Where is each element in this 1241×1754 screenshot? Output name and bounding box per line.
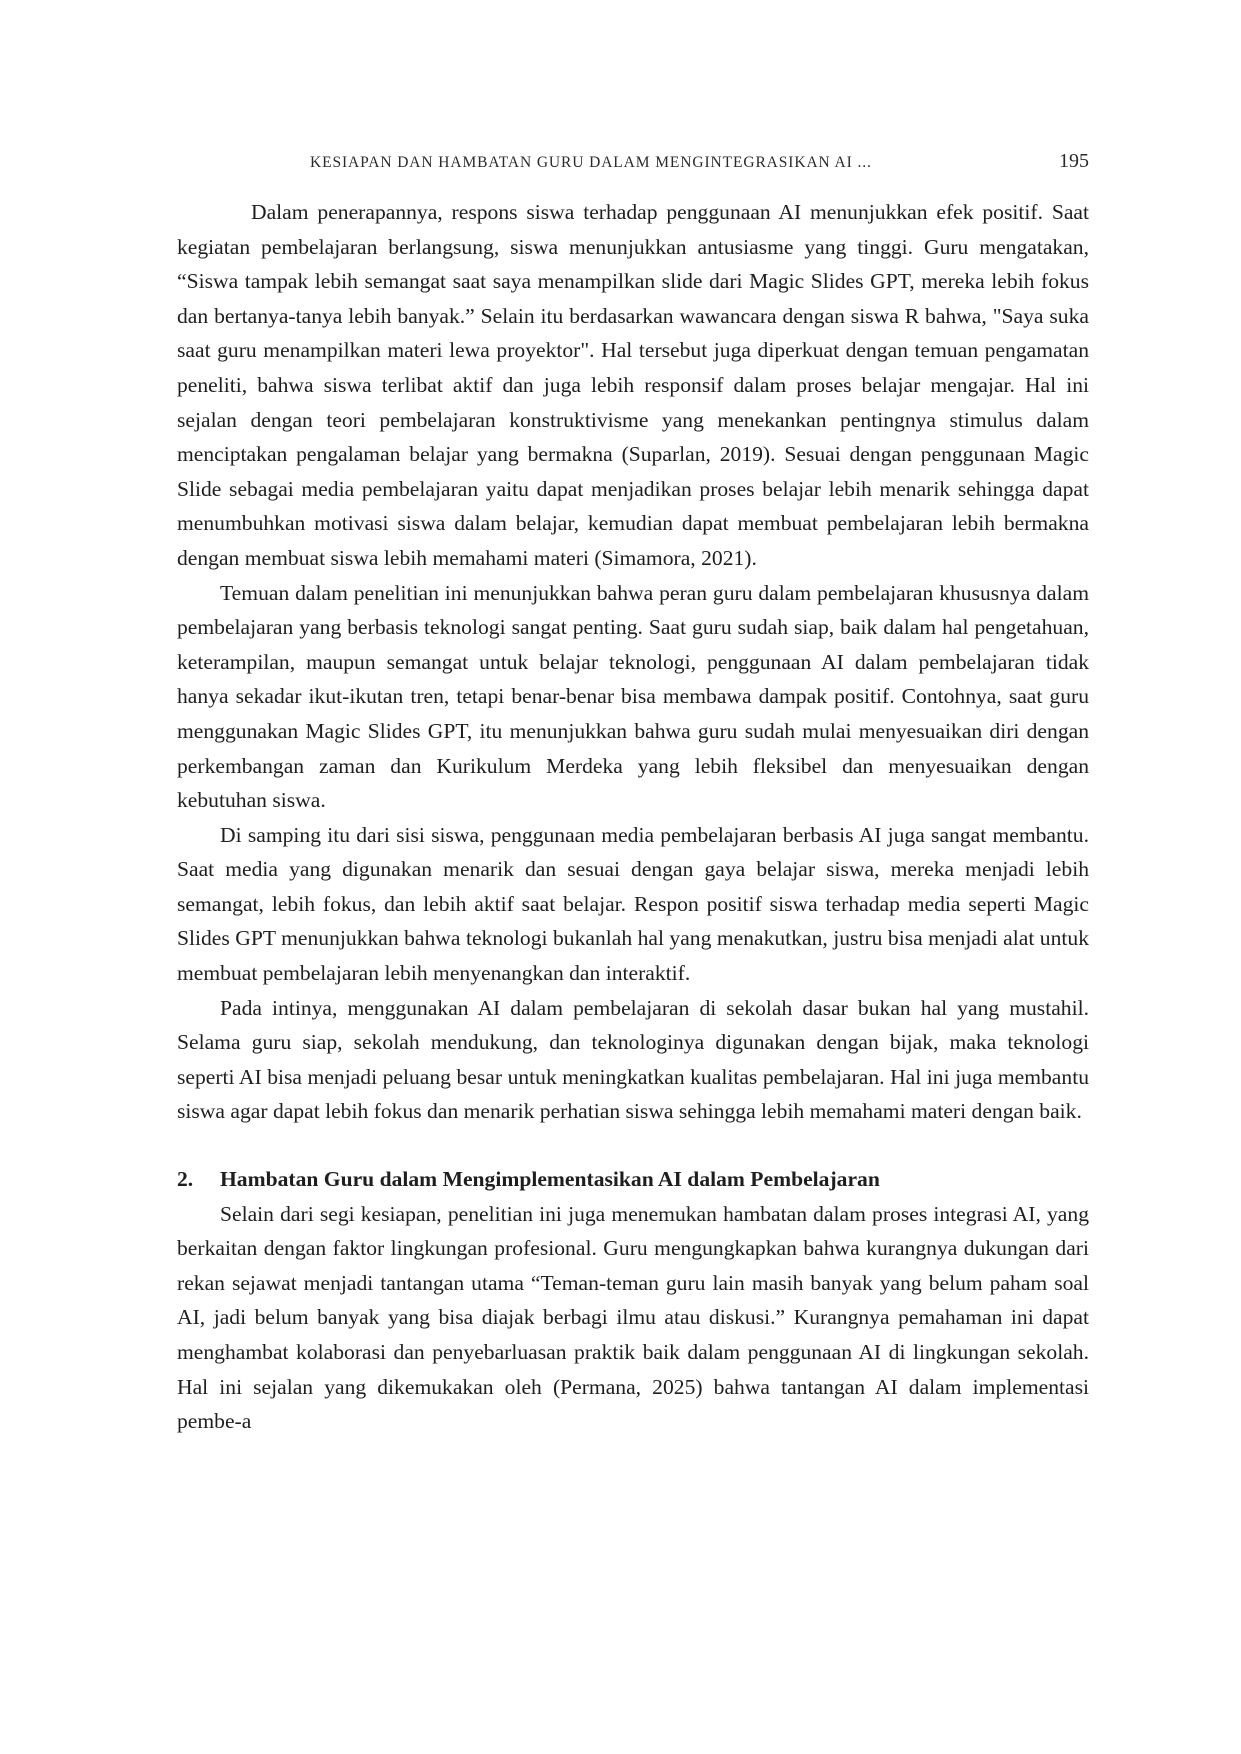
running-header — [177, 150, 1089, 180]
paragraph: Selain dari segi kesiapan, penelitian ini juga menemukan hambatan dalam proses integrasi AI, yang berkaitan dengan faktor lingkungan profesional. Guru mengungkapkan bahwa kurangnya dukungan dari rekan sejawat menjadi tantangan utama “Teman-teman guru lain masih banyak yang belum paham soal AI, jadi belum banyak yang bisa diajak berbagi ilmu atau diskusi.” Kurangnya pemahaman ini dapat menghambat kolaborasi dan penyebarluasan praktik baik dalam penggunaan AI di lingkungan sekolah. Hal ini sejalan yang dikemukakan oleh (Permana, 2025) bahwa tantangan AI dalam implementasi pembe-a — [177, 1201, 1089, 1434]
section-number: 2. — [177, 1167, 194, 1192]
paragraph: Temuan dalam penelitian ini menunjukkan bahwa peran guru dalam pembelajaran khususnya dalam pembelajaran yang berbasis teknologi sangat penting. Saat guru sudah siap, baik dalam hal pengetahuan, keterampilan, maupun semangat untuk belajar teknologi, penggunaan AI dalam pembelajaran tidak hanya sekadar ikut-ikutan tren, tetapi benar-benar bisa membawa dampak positif. Contohnya, saat guru menggunakan Magic Slides GPT, itu menunjukkan bahwa guru sudah mulai menyesuaikan diri dengan perkembangan zaman dan Kurikulum Merdeka yang lebih fleksibel dan menyesuaikan dengan kebutuhan siswa. — [177, 580, 1089, 813]
running-title: KESIAPAN DAN HAMBATAN GURU DALAM MENGINTEGRASIKAN AI ... — [310, 154, 872, 171]
section-heading — [177, 1162, 1089, 1197]
page-number: 195 — [1059, 150, 1089, 172]
paragraph: Pada intinya, menggunakan AI dalam pembelajaran di sekolah dasar bukan hal yang mustahil. Selama guru siap, sekolah mendukung, dan teknologinya digunakan dengan bijak, maka teknologi seperti AI bisa menjadi peluang besar untuk meningkatkan kualitas pembelajaran. Hal ini juga membantu siswa agar dapat lebih fokus dan menarik perhatian siswa sehingga lebih memahami materi dengan baik. — [177, 995, 1089, 1124]
page-body — [177, 195, 1089, 1439]
paragraph: Dalam penerapannya, respons siswa terhadap penggunaan AI menunjukkan efek positif. Saat kegiatan pembelajaran berlangsung, siswa menunjukkan antusiasme yang tinggi. Guru mengatakan, “Siswa tampak lebih semangat saat saya menampilkan slide dari Magic Slides GPT, mereka lebih fokus dan bertanya-tanya lebih banyak.” Selain itu berdasarkan wawancara dengan siswa R bahwa, "Saya suka saat guru menampilkan materi lewa proyektor". Hal tersebut juga diperkuat dengan temuan pengamatan peneliti, bahwa siswa terlibat aktif dan juga lebih responsif dalam proses belajar mengajar. Hal ini sejalan dengan teori pembelajaran konstruktivisme yang menekankan pentingnya stimulus dalam menciptakan pengalaman belajar yang bermakna (Suparlan, 2019). Sesuai dengan penggunaan Magic Slide sebagai media pembelajaran yaitu dapat menjadikan proses belajar lebih menarik sehingga dapat menumbuhkan motivasi siswa dalam belajar, kemudian dapat membuat pembelajaran lebih bermakna dengan membuat siswa lebih memahami materi (Simamora, 2021). — [177, 200, 1089, 570]
section-title: Hambatan Guru dalam Mengimplementasikan AI dalam Pembelajaran — [220, 1167, 880, 1192]
paragraph: Di samping itu dari sisi siswa, penggunaan media pembelajaran berbasis AI juga sangat membantu. Saat media yang digunakan menarik dan sesuai dengan gaya belajar siswa, mereka menjadi lebih semangat, lebih fokus, dan lebih aktif saat belajar. Respon positif siswa terhadap media seperti Magic Slides GPT menunjukkan bahwa teknologi bukanlah hal yang menakutkan, justru bisa menjadi alat untuk membuat pembelajaran lebih menyenangkan dan interaktif. — [177, 822, 1089, 986]
